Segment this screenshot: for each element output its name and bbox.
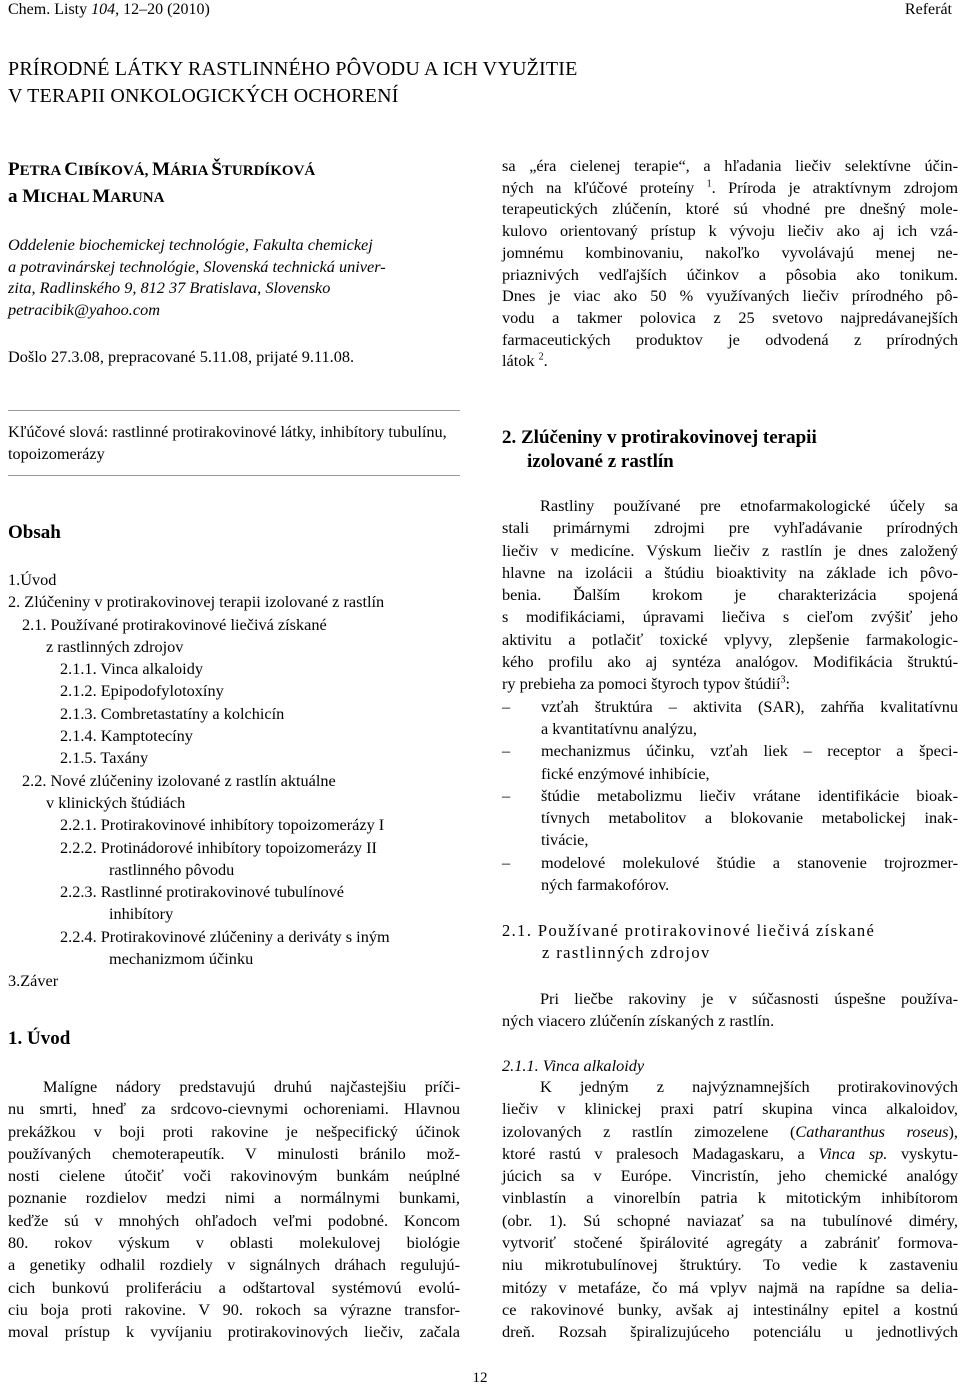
divider <box>8 410 460 411</box>
toc-item: 2.2.2. Protinádorové inhibítory topoizomerázy II <box>60 837 377 857</box>
author-email[interactable]: petracibik@yahoo.com <box>8 300 160 320</box>
toc-item: mechanizmom účinku <box>109 949 254 969</box>
toc-item: 3.Záver <box>8 971 59 991</box>
toc-item: z rastlinných zdrojov <box>46 636 184 656</box>
toc-item: 2.2. Nové zlúčeniny izolované z rastlín aktuálne <box>22 770 336 790</box>
toc-item: v klinických štúdiách <box>46 792 186 812</box>
toc-heading: Obsah <box>8 522 61 543</box>
toc-item: 2.2.1. Protirakovinové inhibítory topoizomerázy I <box>60 815 385 835</box>
journal-citation: Chem. Listy 104, 12–20 (2010) <box>8 1 210 18</box>
vinca-paragraph: K jedným z najvýznamnejších protirakovinových liečiv v klinickej praxi patrí skupina vinca alkaloidov, izolovaných z rastlín zimozelene (Catharanthus roseus), ktoré rastú v pralesoch Madagaskaru, a Vinca sp. vyskytu- júcich sa v Európe. Vincristín, jeho chemické analógy vinblastín a vinorelbín patria k mitotickým inhibítorom (obr. 1). Sú schopné naviazať sa na tubulínové diméry, vytvoriť stočené špirálovité agregáty a zabrániť formova- niu mikrotubulínovej štruktúry. To vedie k zastaveniu mitózy v metafáze, čo má vplyv najmä na rapídne sa delia- ce rakovinové bunky, avšak aj intestinálny epitel a kostnú dreň. Rozsah špiralizujúceho potenciálu u jednotlivých <box>502 1077 958 1342</box>
authors: PETRA CIBÍKOVÁ, MÁRIA ŠTURDÍKOVÁ a MICHAL MARUNA <box>8 159 316 207</box>
toc-item: 2.2.4. Protirakovinové zlúčeniny a deriváty s iným <box>60 926 390 946</box>
section-heading-2-1: 2.1. Používané protirakovinové liečivá získané z rastlinných zdrojov <box>502 921 876 962</box>
uvod-paragraph: Malígne nádory predstavujú druhú najčastejšiu príči- nu smrti, hneď za srdcovo-cievnymi ochoreniami. Hlavnou prekážkou v boji proti rakovine je nešpecifický účinok používaných chemoterapeutík. V minulosti bránilo mož- nosti cielene útočiť voči rakovinovým bunkám neúplné poznanie rozdielov medzi nimi a normálnymi bunkami, keďže sú v mnohých ohľadoch veľmi podobné. Koncom 80. rokov výskum v oblasti molekulovej biológie a genetiky odhalil rozdiely v signálnych dráhach regulujú- cich bunkovú proliferáciu a odštartoval systémovú evolú- ciu boja proti rakovine. V 90. rokoch sa výrazne transfor- moval prístup k vyvíjaniu protirakovinových liečiv, začala <box>8 1077 460 1342</box>
list-item: – štúdie metabolizmu liečiv vrátane identifikácie bioak- tívnych metabolitov a blokovanie metabolickej inak- tivácie, <box>502 785 958 850</box>
toc-item: inhibítory <box>109 904 174 924</box>
list-item: – mechanizmus účinku, vzťah liek – receptor a špeci- fické enzýmové inhibície, <box>502 741 958 783</box>
toc-item: 2.1.5. Taxány <box>60 748 149 768</box>
section-heading-2: 2. Zlúčeniny v protirakovinovej terapii izolované z rastlín <box>502 427 817 472</box>
toc-item: 1.Úvod <box>8 570 57 589</box>
received-dates: Došlo 27.3.08, prepracované 5.11.08, prijaté 9.11.08. <box>8 347 355 366</box>
section-heading-uvod: 1. Úvod <box>8 1028 71 1049</box>
toc-item: 2.1.3. Combretastatíny a kolchicín <box>60 703 285 723</box>
toc-item: 2.2.3. Rastlinné protirakovinové tubulínové <box>60 882 344 902</box>
list-item: – vzťah štruktúra – aktivita (SAR), zahŕňa kvalitatívnu a kvantitatívnu analýzu, <box>502 696 958 738</box>
article-type: Referát <box>904 1 952 18</box>
running-header <box>8 0 952 22</box>
affiliation: Oddelenie biochemickej technológie, Fakulta chemickej a potravinárskej technológie, Slovenská technická univer- zita, Radlinského 9, 812 37 Bratislava, Slovensko petracibik@yahoo.com <box>8 235 386 320</box>
toc-item: 2.1. Používané protirakovinové liečivá získané <box>22 614 327 634</box>
article-title: PRÍRODNÉ LÁTKY RASTLINNÉHO PÔVODU A ICH VYUŽITIE V TERAPII ONKOLOGICKÝCH OCHORENÍ <box>8 58 578 107</box>
toc-item: rastlinného pôvodu <box>109 859 235 879</box>
uvod-paragraph-continued: sa „éra cielenej terapie“, a hľadania liečiv selektívne účin- ných na kľúčové proteíny $^1$. Príroda je atraktívnym zdrojom terapeutických zlúčenín, ktoré sú vhodné pre dnešný mole- kulovo orientovaný prístup k vývoju liečiv ako aj ich vzá- jomnému kombinovaniu, nakoľko vyvolávajú menej ne- priaznivých vedľajších účinkov a pôsobia ako tonikum. Dnes je viac ako 50 % využívaných liečiv prírodného pô- vodu a takmer polovica z 25 svetovo najpredávanejších farmaceutických produktov je odvodená z prírodných látok $^2$. <box>502 156 958 371</box>
table-of-contents <box>8 569 390 993</box>
toc-item: 2.1.4. Kamptotecíny <box>60 726 193 746</box>
toc-item: 2. Zlúčeniny v protirakovinovej terapii izolované z rastlín <box>8 592 385 612</box>
keywords: Kľúčové slová: rastlinné protirakovinové látky, inhibítory tubulínu, topoizomerázy <box>8 422 447 463</box>
list-item: – modelové molekulové štúdie a stanovenie trojrozmer- ných farmakofórov. <box>502 852 958 895</box>
page-number: 12 <box>472 1370 488 1386</box>
section2-paragraph: Rastliny používané pre etnofarmakologické účely sa stali primárnymi zdrojmi pre vyhľadávanie prírodných liečiv v medicíne. Výskum liečiv z rastlín je dnes založený hlavne na izolácii a štúdiu bioaktivity na základe ich pôvo- benia. Ďalším krokom je charakterizácia spojená s modifikáciami, úpravami liečiva s cieľom zvýšiť jeho aktivitu a potlačiť toxické vplyvy, zlepšenie farmakologic- kého profilu ako aj syntéza analógov. Modifikácia štruktú- ry prebieha za pomoci štyroch typov štúdií$^3$: – vzťah štruktúra – aktivita (SAR), zahŕňa kvalitatívnu a kvantitatívnu analýzu, – mechanizmus účinku, vzťah liek – receptor a špeci- fické enzýmové inhibície, – štúdie metabolizmu liečiv vrátane identifikácie bioak- tívnych metabolitov a blokovanie metabolickej inak- tivácie, – modelové molekulové štúdie a stanovenie trojrozmer- ných farmakofórov. <box>502 495 958 896</box>
toc-item: 2.1.2. Epipodofylotoxíny <box>60 681 224 701</box>
divider <box>8 475 460 476</box>
section21-paragraph: Pri liečbe rakoviny je v súčasnosti úspešne používa- ných viacero zlúčenín získaných z rastlín. <box>502 989 958 1031</box>
toc-item: 2.1.1. Vinca alkaloidy <box>60 659 203 679</box>
section-heading-2-1-1: 2.1.1. Vinca alkaloidy <box>502 1056 645 1075</box>
